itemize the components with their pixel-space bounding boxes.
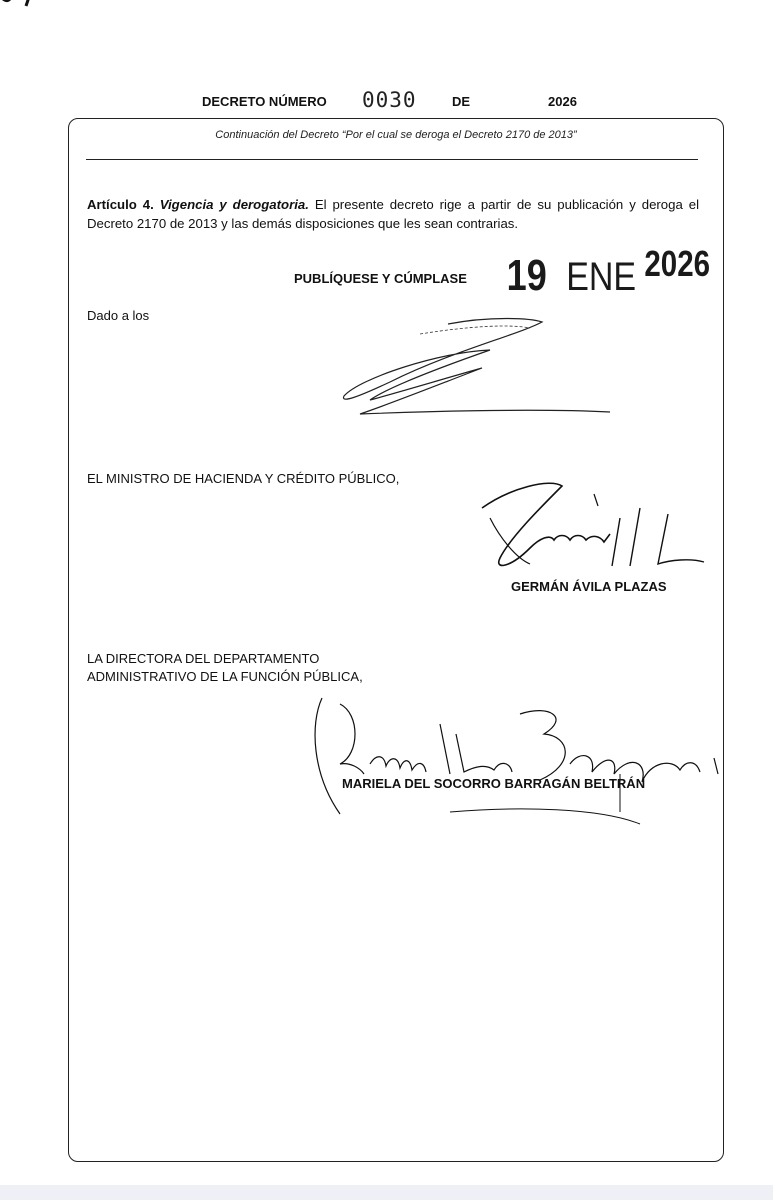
decree-year: 2026: [548, 94, 577, 109]
viewer-bottom-bar: [0, 1185, 773, 1200]
director-title: [87, 650, 363, 686]
article-title: Vigencia y derogatoria.: [159, 197, 309, 212]
article-label: Artículo 4.: [87, 197, 154, 212]
director-title-line1: LA DIRECTORA DEL DEPARTAMENTO: [87, 651, 320, 666]
director-title-line2: ADMINISTRATIVO DE LA FUNCIÓN PÚBLICA,: [87, 669, 363, 684]
dado-a-los: Dado a los: [87, 308, 150, 323]
decree-number-label: DECRETO NÚMERO: [202, 94, 327, 109]
stamp-month: ENE: [566, 253, 637, 299]
stamp-year: 2026: [644, 244, 711, 284]
signature-minister: [470, 478, 720, 588]
publiquese-label: PUBLÍQUESE Y CÚMPLASE: [294, 271, 467, 286]
date-stamp: [505, 244, 730, 300]
decree-number: 0030: [362, 88, 417, 112]
decree-de-label: DE: [452, 94, 471, 109]
header-rule: [86, 159, 698, 160]
minister-name: GERMÁN ÁVILA PLAZAS: [511, 579, 667, 594]
corner-ink-mark: [0, 0, 60, 10]
stamp-day: 19: [506, 250, 547, 300]
director-name: MARIELA DEL SOCORRO BARRAGÁN BELTRÁN: [342, 776, 646, 791]
article-body: El presente decreto rige a partir de su publicación y deroga el Decreto 2170 de 2013 y las demás disposiciones que les sean contrarias.: [87, 197, 699, 231]
signature-director: [300, 684, 740, 834]
minister-title: EL MINISTRO DE HACIENDA Y CRÉDITO PÚBLICO,: [87, 471, 400, 486]
continuation-line: Continuación del Decreto “Por el cual se deroga el Decreto 2170 de 2013”: [215, 129, 577, 141]
signature-president: [330, 312, 630, 427]
article-4: [87, 195, 699, 233]
decree-header: [0, 90, 773, 114]
